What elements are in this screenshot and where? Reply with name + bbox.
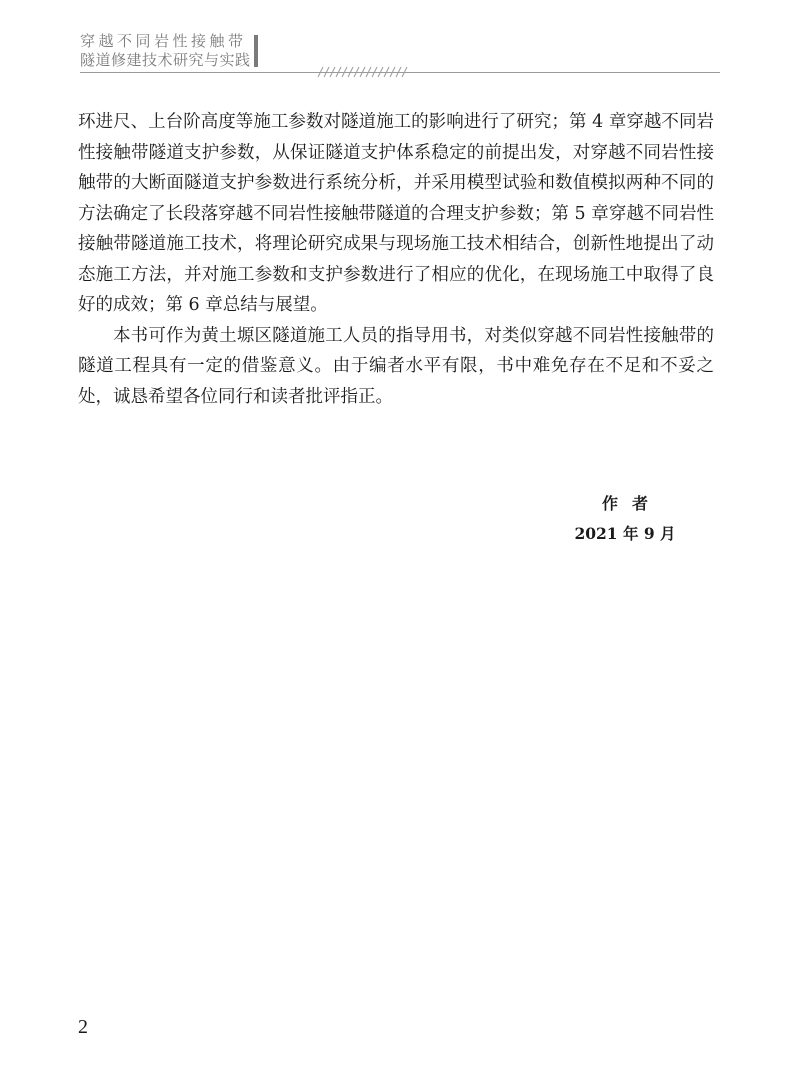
running-head (80, 32, 720, 82)
book-title-line1: 穿越不同岩性接触带 (80, 32, 247, 50)
page-body (78, 107, 714, 412)
page-number: 2 (78, 1016, 88, 1038)
paragraph-closing: 本书可作为黄土塬区隧道施工人员的指导用书，对类似穿越不同岩性接触带的隧道工程具有一定的借鉴意义。由于编者水平有限，书中难免存在不足和不妥之处，诚恳希望各位同行和读者批评指正。 (78, 325, 714, 407)
book-title-line2: 隧道修建技术研究与实践 (80, 51, 251, 69)
signature-date: 2021 年 9 月 (574, 524, 676, 543)
signature-block (560, 492, 690, 545)
header-hatch-ornament (316, 66, 412, 78)
running-head-titles (80, 32, 251, 70)
header-bar (254, 35, 258, 67)
author-signature: 作者 (601, 494, 662, 513)
paragraph-continued: 环进尺、上台阶高度等施工参数对隧道施工的影响进行了研究；第 4 章穿越不同岩性接触带隧道支护参数，从保证隧道支护体系稳定的前提出发，对穿越不同岩性接触带的大断面隧道支护参数进行系统分析，并采用模型试验和数值模拟两种不同的方法确定了长段落穿越不同岩性接触带隧道的合理支护参数；第 5 章穿越不同岩性接触带隧道施工技术，将理论研究成果与现场施工技术相结合，创新性地提出了动态施工方法，并对施工参数和支护参数进行了相应的优化，在现场施工中取得了良好的成效；第 6 章总结与展望。 (78, 112, 714, 315)
